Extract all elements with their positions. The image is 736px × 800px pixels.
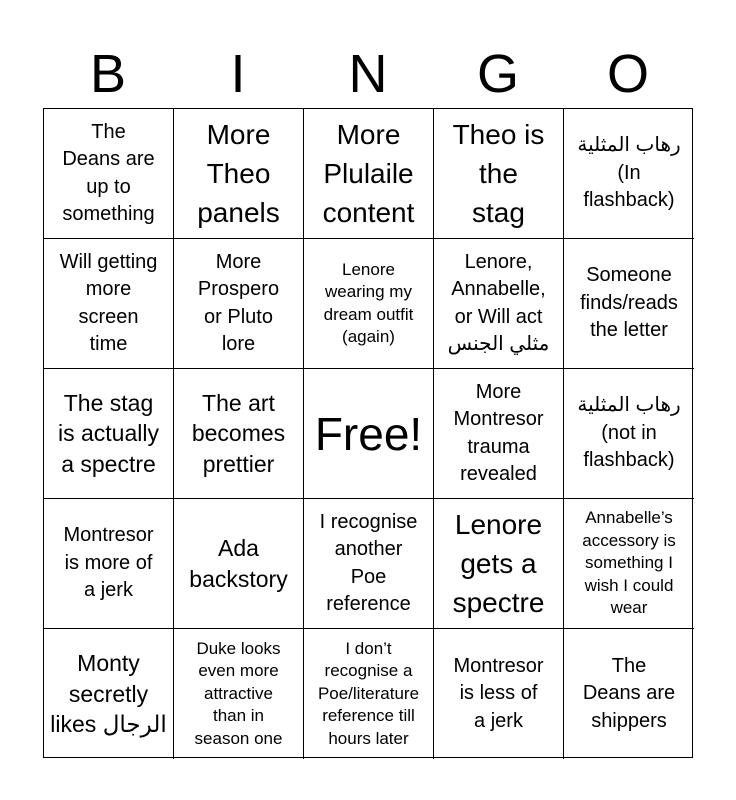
cell-text: Annabelle’s accessory is something I wish I could wear	[582, 508, 676, 618]
cell-text: Lenore, Annabelle, or Will act مثلي الجنس	[447, 250, 550, 355]
cell-text: Montresor is more of a jerk	[63, 524, 154, 602]
cell-text: Lenore wearing my dream outfit (again)	[323, 259, 414, 346]
bingo-cell-r5c3[interactable]	[304, 629, 434, 759]
cell-text: The Deans are up to something	[62, 120, 155, 225]
bingo-cell-r3c1[interactable]	[44, 369, 174, 499]
bingo-cell-r2c5[interactable]	[564, 239, 694, 369]
bingo-cell-r1c3[interactable]	[304, 109, 434, 239]
bingo-cell-r5c5[interactable]	[564, 629, 694, 759]
cell-text: The art becomes prettier	[191, 389, 286, 477]
cell-text: I don’t recognise a Poe/literature reference till hours later	[317, 638, 420, 748]
bingo-cell-r5c4[interactable]	[434, 629, 564, 759]
cell-text: Ada backstory	[189, 535, 288, 592]
cell-text: Montresor is less of a jerk	[453, 654, 544, 732]
bingo-cell-r5c2[interactable]	[174, 629, 304, 759]
cell-text: Lenore gets a spectre	[452, 509, 545, 618]
bingo-cell-r2c4[interactable]	[434, 239, 564, 369]
bingo-header	[43, 40, 693, 108]
header-letter-b: B	[89, 44, 127, 104]
cell-text: Will getting more screen time	[59, 250, 158, 355]
header-letter-i: I	[230, 44, 246, 104]
header-letter-n: N	[348, 44, 388, 104]
bingo-cell-r2c1[interactable]	[44, 239, 174, 369]
bingo-cell-r5c1[interactable]	[44, 629, 174, 759]
cell-text: I recognise another Poe reference	[319, 510, 418, 615]
bingo-cell-r2c2[interactable]	[174, 239, 304, 369]
header-letter-o: O	[606, 44, 649, 104]
bingo-cell-r3c5[interactable]	[564, 369, 694, 499]
cell-text: More Theo panels	[197, 119, 280, 228]
cell-text: More Plulaile content	[322, 119, 415, 228]
bingo-board	[43, 108, 693, 758]
bingo-cell-r4c3[interactable]	[304, 499, 434, 629]
cell-text: Someone finds/reads the letter	[580, 264, 678, 342]
bingo-cell-r4c2[interactable]	[174, 499, 304, 629]
free-space-label: Free!	[314, 407, 423, 460]
cell-text: رهاب المثلية (In flashback)	[577, 134, 681, 212]
bingo-cell-r1c2[interactable]	[174, 109, 304, 239]
bingo-cell-r3c2[interactable]	[174, 369, 304, 499]
cell-text: Duke looks even more attractive than in season one	[194, 638, 283, 748]
cell-text: Theo is the stag	[452, 119, 545, 228]
bingo-cell-free[interactable]	[304, 369, 434, 499]
cell-text: More Montresor trauma revealed	[453, 380, 544, 485]
bingo-cell-r1c4[interactable]	[434, 109, 564, 239]
bingo-cell-r4c5[interactable]	[564, 499, 694, 629]
bingo-cell-r4c4[interactable]	[434, 499, 564, 629]
cell-text: The stag is actually a spectre	[58, 389, 159, 477]
bingo-cell-r1c5[interactable]	[564, 109, 694, 239]
bingo-cell-r3c4[interactable]	[434, 369, 564, 499]
cell-text: Monty secretly likes الرجال	[50, 650, 167, 738]
cell-text: رهاب المثلية (not in flashback)	[577, 394, 681, 472]
bingo-cell-r1c1[interactable]	[44, 109, 174, 239]
cell-text: More Prospero or Pluto lore	[197, 250, 280, 355]
cell-text: The Deans are shippers	[582, 654, 676, 732]
bingo-cell-r2c3[interactable]	[304, 239, 434, 369]
header-letter-g: G	[476, 44, 519, 104]
bingo-cell-r4c1[interactable]	[44, 499, 174, 629]
